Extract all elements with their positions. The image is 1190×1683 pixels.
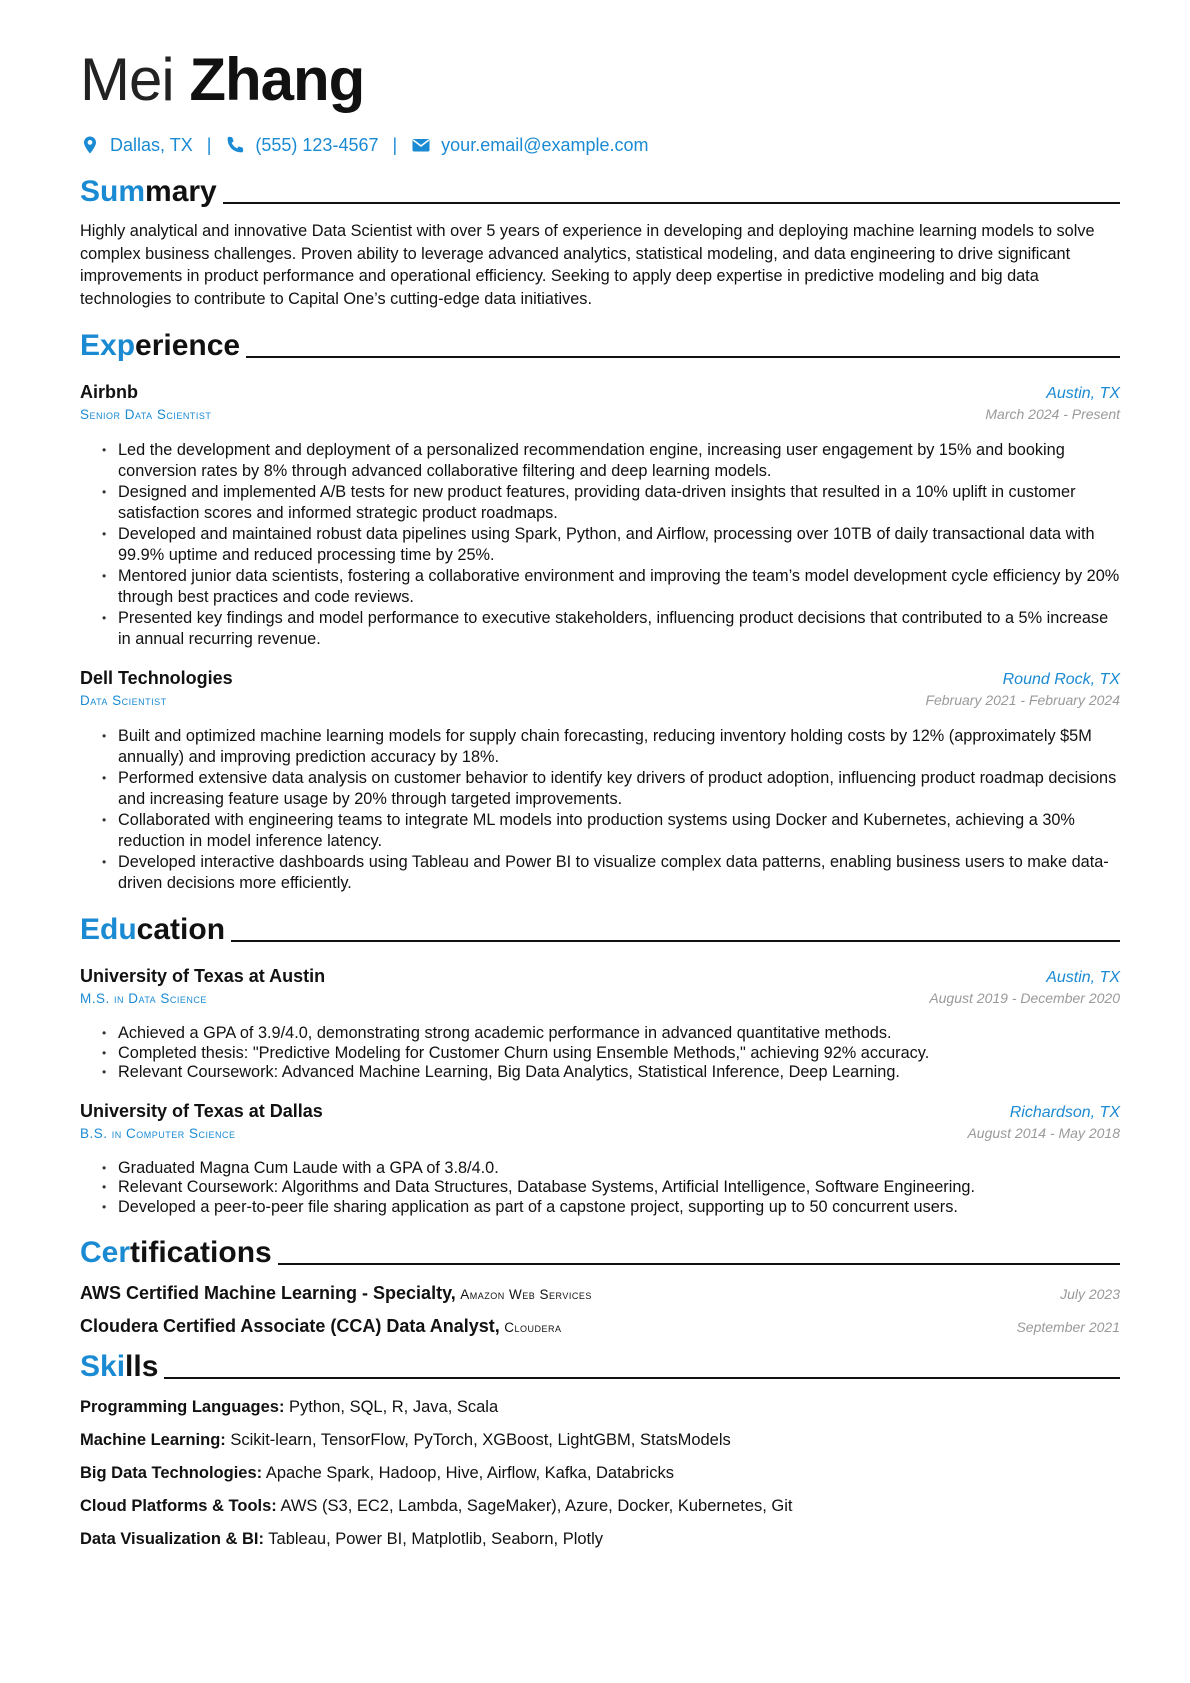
contact-separator: | (206, 134, 212, 155)
school-name: University of Texas at Austin (80, 966, 326, 986)
contact-location (80, 135, 193, 156)
bullet-item: • Developed and maintained robust data pipelines using Spark, Python, and Airflow, processing over 10TB of daily transactional data with 99.9% uptime and reduced processing time by 25%. (102, 524, 1120, 566)
section-title: Experience (80, 329, 241, 362)
phone-icon (225, 135, 245, 155)
bullet-item: • Relevant Coursework: Algorithms and Data Structures, Database Systems, Artificial Intelligence, Software Engineering. (102, 1178, 1120, 1198)
company-name: Dell Technologies (80, 668, 233, 688)
certification-name: Cloudera Certified Associate (CCA) Data Analyst (80, 1316, 495, 1336)
bullet-item: • Collaborated with engineering teams to integrate ML models into production systems using Docker and Kubernetes, achieving a 30% reduction in model inference latency. (102, 810, 1120, 852)
school-dates: August 2014 - May 2018 (967, 1124, 1120, 1141)
school-entry (80, 1099, 1120, 1218)
school-bullets (80, 1159, 1120, 1218)
bullet-item: • Built and optimized machine learning models for supply chain forecasting, reducing inventory holding costs by 12% (approximately $5M annually) and improving prediction accuracy by 18%. (102, 726, 1120, 768)
skill-value: Scikit-learn, TensorFlow, PyTorch, XGBoost, LightGBM, StatsModels (230, 1431, 731, 1449)
summary-heading (80, 170, 1120, 210)
job-bullets (80, 440, 1120, 650)
job-title: Data Scientist (80, 693, 167, 708)
skill-value: Tableau, Power BI, Matplotlib, Seaborn, Plotly (268, 1530, 604, 1548)
job-location: Round Rock, TX (1002, 671, 1120, 688)
certification-item: AWS Certified Machine Learning - Specialty, Amazon Web Services July 2023 (80, 1283, 1120, 1303)
bullet-item: • Completed thesis: "Predictive Modeling for Customer Churn using Ensemble Methods," achieving 92% accuracy. (102, 1044, 1120, 1064)
bullet-item: • Designed and implemented A/B tests for new product features, providing data-driven insights that resulted in a 10% uplift in customer satisfaction scores and informed strategic product roadmaps. (102, 482, 1120, 524)
certification-name: AWS Certified Machine Learning - Specialty (80, 1283, 451, 1303)
resume-page (80, 38, 1120, 1550)
degree: M.S. in Data Science (80, 991, 207, 1006)
contact-email[interactable] (411, 135, 648, 156)
school-name: University of Texas at Dallas (80, 1100, 323, 1121)
school-bullets (80, 1024, 1120, 1083)
section-title: Summary (80, 175, 217, 208)
contact-phone[interactable] (225, 135, 378, 156)
email-text: your.email@example.com (441, 134, 649, 155)
skill-label: Big Data Technologies: (80, 1464, 263, 1482)
skill-label: Programming Languages: (80, 1398, 285, 1416)
skill-row (80, 1528, 1120, 1550)
education-section (80, 908, 1120, 1217)
contact-separator: | (392, 134, 398, 155)
bullet-item: • Led the development and deployment of a personalized recommendation engine, increasing user engagement by 15% and booking conversion rates by 8% through advanced collaborative filtering and deep learning models. (102, 440, 1120, 482)
location-text: Dallas, TX (110, 134, 193, 155)
bullet-item: • Achieved a GPA of 3.9/4.0, demonstrating strong academic performance in advanced quantitative methods. (102, 1024, 1120, 1044)
school-location: Richardson, TX (1009, 1103, 1120, 1121)
job-bullets (80, 726, 1120, 894)
job-location: Austin, TX (1046, 385, 1120, 402)
company-name: Airbnb (80, 382, 138, 402)
section-rule (164, 1377, 1120, 1379)
school-location: Austin, TX (1046, 969, 1120, 986)
bullet-item: • Developed a peer-to-peer file sharing application as part of a capstone project, supporting up to 50 concurrent users. (102, 1198, 1120, 1218)
job-dates: March 2024 - Present (985, 406, 1120, 422)
degree: B.S. in Computer Science (80, 1125, 236, 1141)
bullet-item: • Graduated Magna Cum Laude with a GPA of 3.8/4.0. (102, 1159, 1120, 1179)
skill-label: Data Visualization & BI: (80, 1530, 264, 1548)
skill-row (80, 1429, 1120, 1451)
skill-row (80, 1462, 1120, 1484)
skill-value: AWS (S3, EC2, Lambda, SageMaker), Azure, Docker, Kubernetes, Git (280, 1497, 793, 1515)
skill-label: Machine Learning: (80, 1431, 226, 1449)
skill-label: Cloud Platforms & Tools: (80, 1497, 277, 1515)
section-title: Education (80, 913, 226, 946)
skill-value: Python, SQL, R, Java, Scala (289, 1398, 499, 1416)
section-rule (223, 202, 1120, 204)
job-entry (80, 666, 1120, 894)
summary-section (80, 170, 1120, 310)
phone-text: (555) 123-4567 (255, 134, 379, 155)
first-name: Mei (80, 46, 174, 113)
certification-date: July 2023 (1060, 1286, 1120, 1302)
bullet-item: • Presented key findings and model performance to executive stakeholders, influencing product decisions that contributed to a 5% increase in annual recurring revenue. (102, 608, 1120, 650)
education-heading (80, 908, 1120, 948)
candidate-name (80, 38, 1120, 122)
contact-bar (80, 130, 1120, 160)
section-rule (231, 940, 1120, 942)
school-dates: August 2019 - December 2020 (929, 990, 1120, 1006)
section-title: Certifications (80, 1236, 272, 1269)
certification-issuer: Cloudera (504, 1320, 562, 1335)
skills-heading (80, 1345, 1120, 1385)
envelope-icon (411, 135, 431, 155)
school-entry (80, 964, 1120, 1083)
last-name: Zhang (189, 46, 365, 113)
certifications-heading (80, 1231, 1120, 1271)
job-entry (80, 380, 1120, 650)
job-title: Senior Data Scientist (80, 407, 212, 422)
experience-section (80, 324, 1120, 894)
summary-text: Highly analytical and innovative Data Scientist with over 5 years of experience in developing and deploying machine learning models to solve complex business challenges. Proven ability to leverage advanced analytics, statistical modeling, and data engineering to drive significant improvements in product performance and operational efficiency. Seeking to apply deep expertise in predictive modeling and big data technologies to contribute to Capital One’s cutting-edge data initiatives. (80, 222, 1095, 308)
experience-heading (80, 324, 1120, 364)
bullet-item: • Developed interactive dashboards using Tableau and Power BI to visualize complex data patterns, enabling business users to make data-driven decisions more efficiently. (102, 852, 1120, 894)
bullet-item: • Mentored junior data scientists, fostering a collaborative environment and improving the team’s model development cycle efficiency by 20% through best practices and code reviews. (102, 566, 1120, 608)
certification-date: September 2021 (1016, 1319, 1120, 1335)
bullet-item: • Performed extensive data analysis on customer behavior to identify key drivers of product adoption, influencing product roadmap decisions and increasing feature usage by 20% through targeted improvements. (102, 768, 1120, 810)
certification-item: Cloudera Certified Associate (CCA) Data Analyst, Cloudera September 2021 (80, 1316, 1120, 1336)
certification-issuer: Amazon Web Services (460, 1287, 592, 1302)
section-title: Skills (80, 1350, 159, 1383)
section-rule (278, 1263, 1120, 1265)
job-dates: February 2021 - February 2024 (925, 692, 1120, 708)
skills-section (80, 1345, 1120, 1550)
skill-value: Apache Spark, Hadoop, Hive, Airflow, Kafka, Databricks (265, 1464, 674, 1482)
section-rule (246, 356, 1120, 358)
certifications-section (80, 1231, 1120, 1337)
skill-row (80, 1396, 1120, 1418)
bullet-item: • Relevant Coursework: Advanced Machine Learning, Big Data Analytics, Statistical Inference, Deep Learning. (102, 1063, 1120, 1083)
skill-row (80, 1495, 1120, 1517)
map-pin-icon (80, 135, 100, 155)
